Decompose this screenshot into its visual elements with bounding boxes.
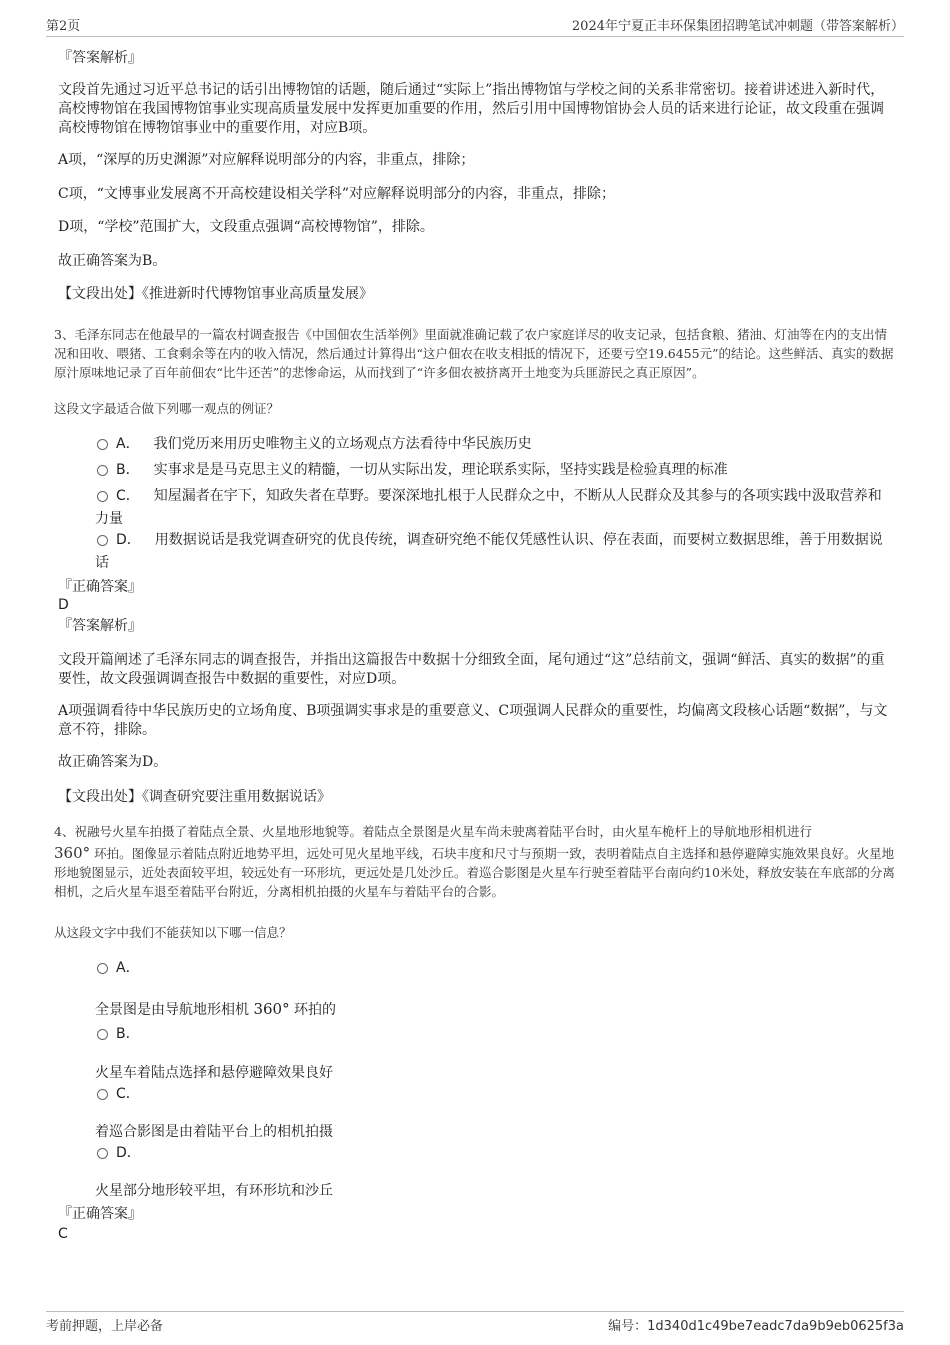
q4-stem-rest: 360° 环拍。图像显示着陆点附近地势平坦，远处可见火星地平线，石块丰度和尺寸与预期一致，表明着陆点自主选择和悬停避障实施效果良好。火星地形地貌图显示，近处表面较平坦，较远处有一环形坑，更远处是几处沙丘。着巡合影图是火星车行驶至着陆平台南向约10米处，释放安装在车底部的分离相机，之后火星车退至着陆平台附近，分离相机拍摄的火星车与着陆平台的合影。 (54, 844, 895, 899)
q4-question: 从这段文字中我们不能获知以下哪一信息？ (54, 925, 292, 940)
q3-analysis-label: 『答案解析』 (58, 618, 142, 634)
footer-code-wrap (608, 1315, 904, 1334)
q4-option-d[interactable]: D． (95, 1142, 155, 1165)
q3-option-b[interactable]: B． 实事求是是马克思主义的精髓，一切从实际出发，理论联系实际，坚持实践是检验真理的标准 (95, 459, 885, 482)
q4-option-b[interactable]: B． (95, 1023, 154, 1046)
q3-source: 【文段出处】《调查研究要注重用数据说话》 (58, 789, 331, 805)
q3-answer-label: 『正确答案』 (58, 579, 142, 595)
q3-option-d[interactable]: D． 用数据说话是我党调查研究的优良传统，调查研究绝不能仅凭感性认识、停在表面，而要树立数据思维，善于用数据说话 (95, 532, 883, 571)
q4-stem-line1: 4、祝融号火星车拍摄了着陆点全景、火星地形地貌等。着陆点全景图是火星车尚未驶离着陆平台时，由火星车桅杆上的导航地形相机进行 (54, 824, 812, 839)
q4-answer: C (58, 1226, 68, 1242)
q2-analysis-paragraph: 文段首先通过习近平总书记的话引出博物馆的话题，随后通过“实际上”指出博物馆与学校之间的关系非常密切。接着讲述进入新时代，高校博物馆在我国博物馆事业实现高质量发展中发挥更加重要的作用，然后引用中国博物馆协会人员的话来进行论证，故文段重在强调高校博物馆在博物馆事业中的重要作用，对应B项。 (58, 82, 885, 136)
q3-other-options-note: A项强调看待中华民族历史的立场角度、B项强调实事求是的重要意义、C项强调人民群众的重要性，均偏离文段核心话题“数据”，与文意不符，排除。 (58, 703, 888, 738)
radio-icon[interactable] (97, 1029, 108, 1040)
q2-option-c-note: C项，“文博事业发展离不开高校建设相关学科”对应解释说明部分的内容，非重点，排除； (58, 186, 616, 202)
radio-icon[interactable] (97, 1148, 108, 1159)
q3-conclusion: 故正确答案为D。 (58, 754, 168, 770)
q4-option-a[interactable]: A． (95, 957, 154, 980)
radio-icon[interactable] (97, 491, 108, 502)
q3-answer: D (58, 597, 69, 613)
page-footer (46, 1311, 904, 1334)
footer-code-label: 编号： (608, 1319, 648, 1334)
degree-value: 360° (54, 844, 91, 862)
q4-answer-label: 『正确答案』 (58, 1206, 142, 1222)
radio-icon[interactable] (97, 439, 108, 450)
q3-question: 这段文字最适合做下列哪一观点的例证？ (54, 401, 280, 416)
radio-icon[interactable] (97, 465, 108, 476)
q4-option-c-text: 着巡合影图是由着陆平台上的相机拍摄 (95, 1124, 333, 1140)
q3-stem: 3、毛泽东同志在他最早的一篇农村调查报告《中国佃农生活举例》里面就准确记载了农户家庭详尽的收支记录，包括食粮、猪油、灯油等在内的支出情况和田收、喂猪、工食剩余等在内的收入情况，然后通过计算得出“这户佃农在收支相抵的情况下，还要亏空19.6455元”的结论。这些鲜活、真实的数据原汁原味地记录了百年前佃农“比牛还苦”的悲惨命运，从而找到了“许多佃农被挤离开土地变为兵匪游民之真正原因”。 (54, 327, 894, 380)
q4-option-c[interactable]: C． (95, 1083, 154, 1106)
q2-option-a-note: A项，“深厚的历史渊源”对应解释说明部分的内容，非重点，排除； (58, 152, 475, 168)
q2-option-d-note: D项，“学校”范围扩大，文段重点强调“高校博物馆”，排除。 (58, 219, 434, 235)
radio-icon[interactable] (97, 535, 108, 546)
document-title: 2024年宁夏正丰环保集团招聘笔试冲刺题（带答案解析） (571, 19, 904, 34)
q2-conclusion: 故正确答案为B。 (58, 253, 167, 269)
page-header (46, 14, 904, 37)
radio-icon[interactable] (97, 1089, 108, 1100)
footer-code: 1d340d1c49be7eadc7da9b9eb0625f3a (647, 1319, 904, 1334)
degree-value: 360° (253, 1000, 290, 1018)
q3-option-c[interactable]: C． 知屋漏者在宇下，知政失者在草野。要深深地扎根于人民群众之中，不断从人民群众及其参与的各项实践中汲取营养和力量 (95, 488, 882, 527)
q2-source: 【文段出处】《推进新时代博物馆事业高质量发展》 (58, 286, 373, 302)
q4-option-d-text: 火星部分地形较平坦，有环形坑和沙丘 (95, 1183, 333, 1199)
page-number: 第2页 (46, 19, 81, 34)
q4-option-a-text: 全景图是由导航地形相机 360° 环拍的 (95, 1000, 337, 1018)
q2-analysis-label: 『答案解析』 (58, 50, 142, 66)
q3-analysis-paragraph: 文段开篇阐述了毛泽东同志的调查报告，并指出这篇报告中数据十分细致全面，尾句通过“这”总结前文，强调“鲜活、真实的数据”的重要性，故文段强调调查报告中数据的重要性，对应D项。 (58, 652, 885, 687)
radio-icon[interactable] (97, 963, 108, 974)
q4-option-b-text: 火星车着陆点选择和悬停避障效果良好 (95, 1065, 333, 1081)
q3-option-a[interactable]: A． 我们党历来用历史唯物主义的立场观点方法看待中华民族历史 (95, 433, 885, 456)
footer-slogan: 考前押题，上岸必备 (46, 1319, 164, 1334)
